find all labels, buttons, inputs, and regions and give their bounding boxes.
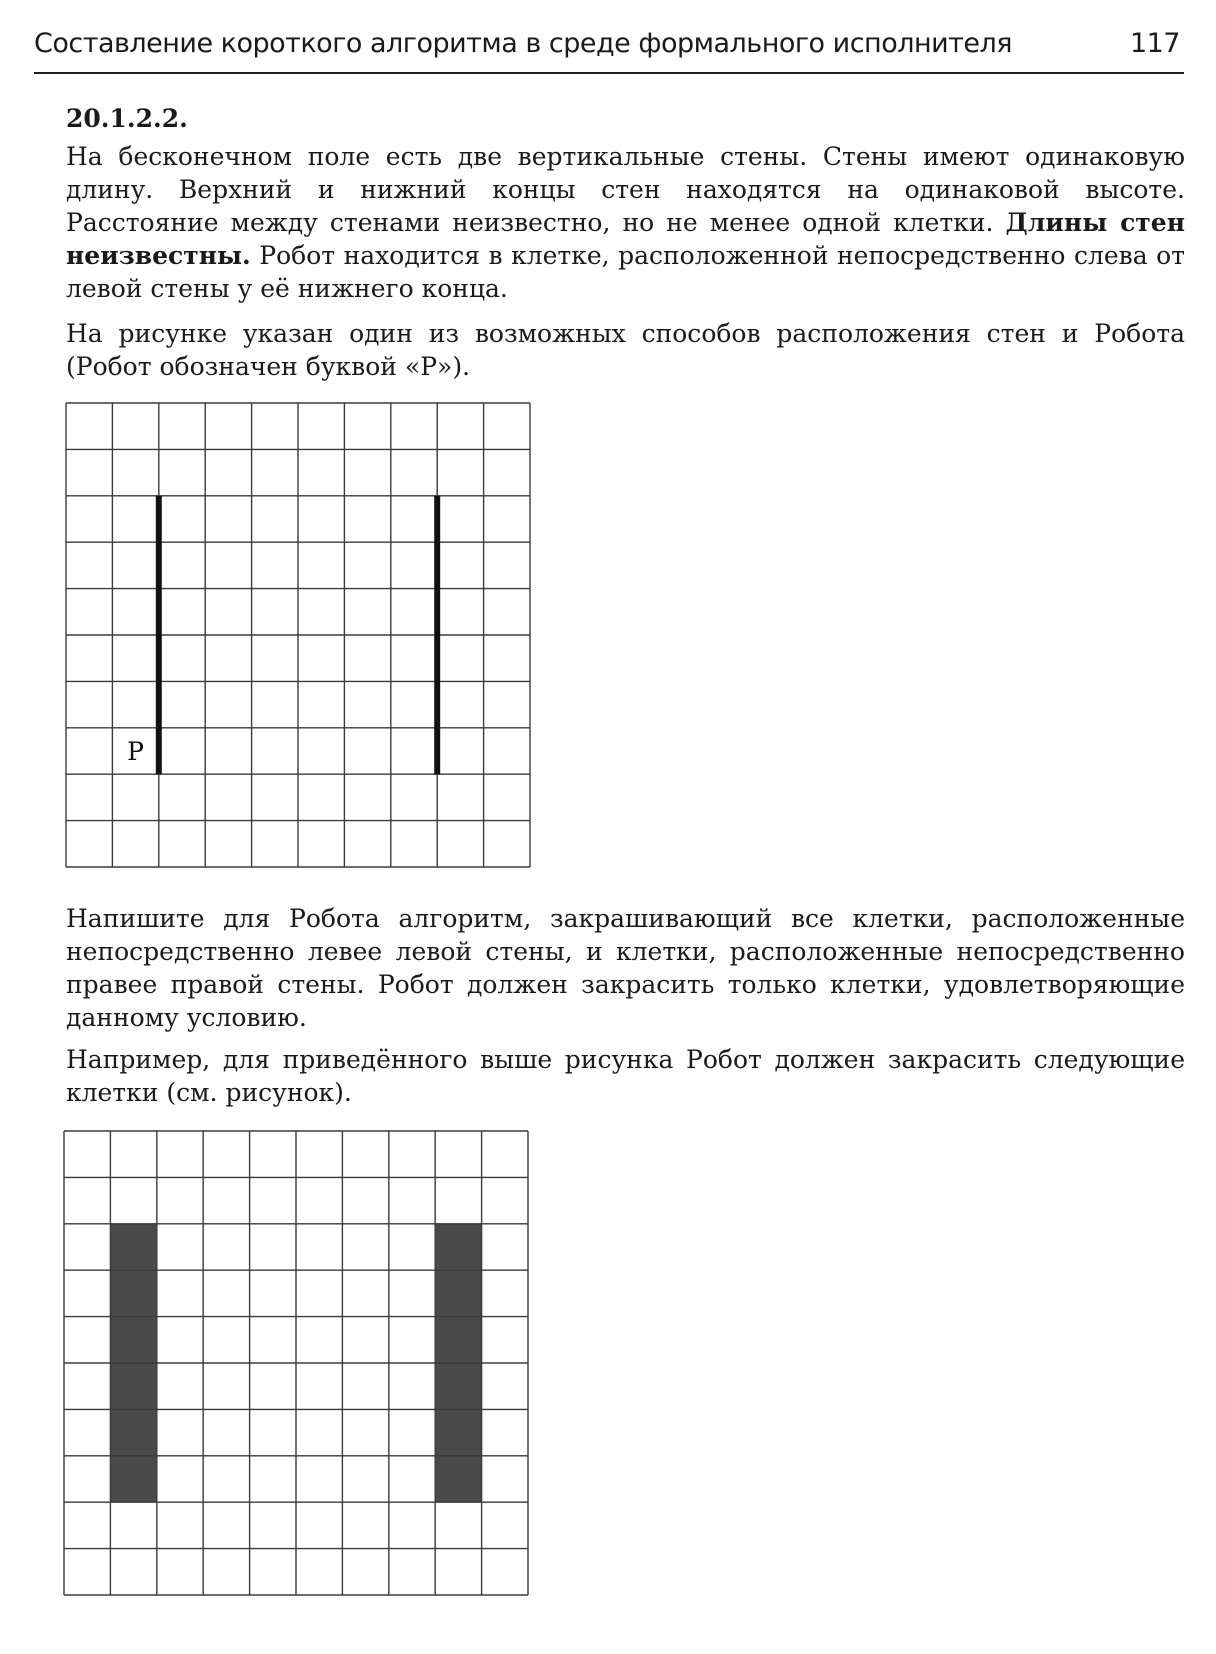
task-paragraph-3: Напишите для Робота алгоритм, закрашивающий все клетки, расположенные непосредственно левее левой стены, и клетки, расположенные непосредственно правее правой стены. Робот должен закрасить только клетки, удовлетворяющие данному условию. bbox=[66, 904, 1185, 1032]
task-paragraph-2: На рисунке указан один из возможных способов расположения стен и Робота (Робот обозначен буквой «Р»). bbox=[66, 319, 1185, 381]
task-number: 20.1.2.2. bbox=[66, 104, 188, 133]
running-title: Составление короткого алгоритма в среде формального исполнителя bbox=[34, 28, 1013, 59]
page-number: 117 bbox=[1129, 28, 1180, 59]
robot-marker: Р bbox=[127, 737, 145, 766]
p1-text-b: Робот находится в клетке, расположенной непосредственно слева от левой стены у её нижнего конца. bbox=[66, 241, 1185, 303]
task-paragraph-4: Например, для приведённого выше рисунка Робот должен закрасить следующие клетки (см. рисунок). bbox=[66, 1045, 1185, 1107]
page-header bbox=[34, 24, 1184, 74]
figure-1-field bbox=[65, 402, 531, 868]
p1-text-bold: Длины стен неизвестны. bbox=[66, 208, 1185, 270]
p1-text-a: На бесконечном поле есть две вертикальные стены. Стены имеют одинаковую длину. Верхний и нижний концы стен находятся на одинаковой высоте. Расстояние между стенами неизвестно, но не менее одной клетки. bbox=[66, 142, 1185, 237]
task-paragraph-1 bbox=[66, 140, 1185, 305]
figure-2-field bbox=[63, 1130, 529, 1596]
